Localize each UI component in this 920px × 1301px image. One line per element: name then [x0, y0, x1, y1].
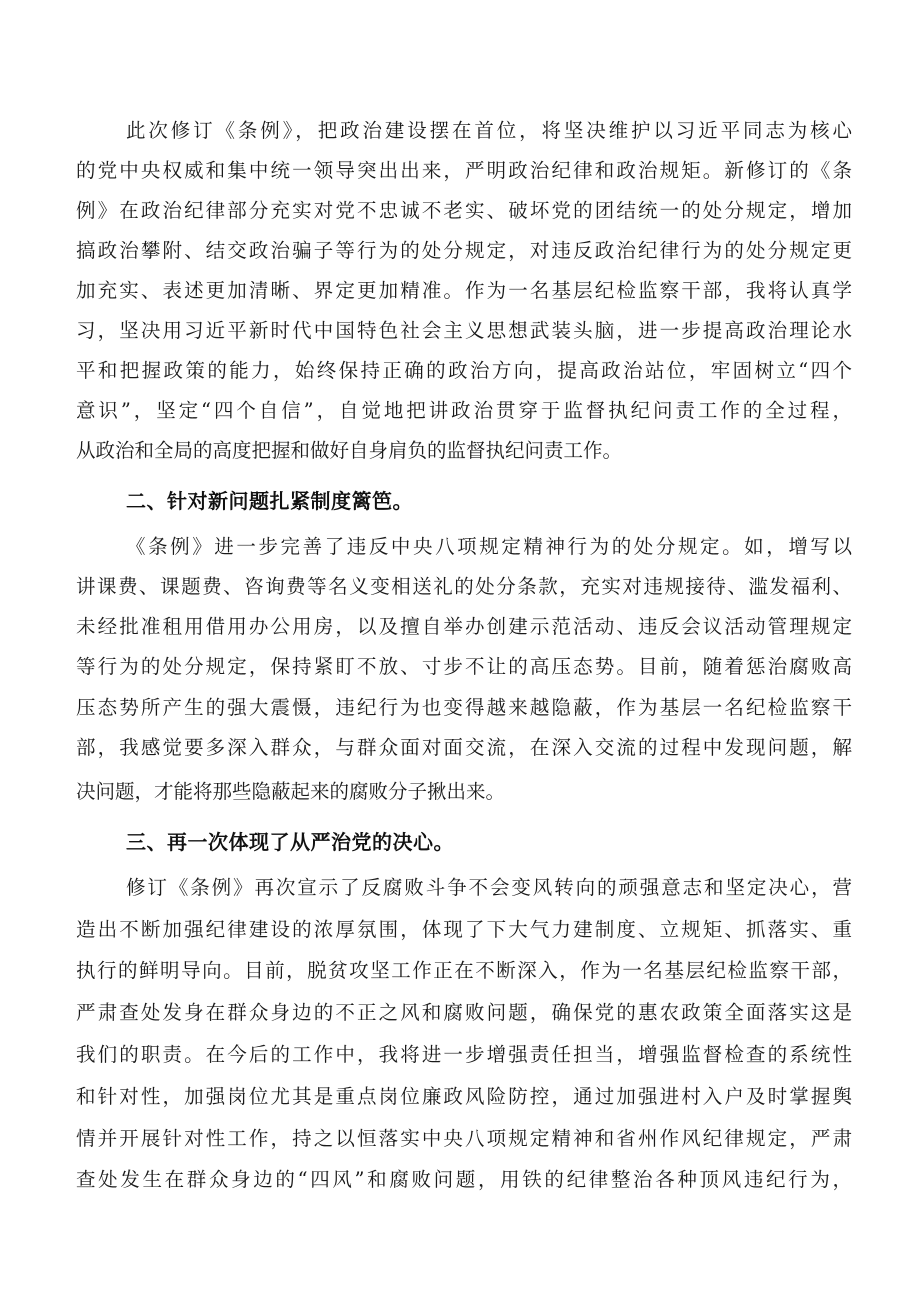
section-heading-2: 二、针对新问题扎紧制度篱笆。	[126, 489, 413, 513]
paragraph-2-line-1: 《条例》进一步完善了违反中央八项规定精神行为的处分规定。如，增写以	[126, 535, 852, 558]
paragraph-1-line-7: 平和把握政策的能力，始终保持正确的政治方向，提高政治站位，牢固树立“四个	[76, 359, 852, 382]
paragraph-3-line-5: 我们的职责。在今后的工作中，我将进一步增强责任担当，增强监督检查的系统性	[76, 1043, 852, 1066]
paragraph-3-line-6: 和针对性，加强岗位尤其是重点岗位廉政风险防控，通过加强进村入户及时掌握舆	[76, 1085, 852, 1108]
paragraph-3-line-1: 修订《条例》再次宣示了反腐败斗争不会变风转向的顽强意志和坚定决心，营	[126, 876, 852, 899]
paragraph-3-line-7: 情并开展针对性工作，持之以恒落实中央八项规定精神和省州作风纪律规定，严肃	[76, 1127, 852, 1150]
paragraph-2-line-2: 讲课费、课题费、咨询费等名义变相送礼的处分条款，充实对违规接待、滥发福利、	[76, 575, 852, 598]
paragraph-2-line-5: 压态势所产生的强大震慑，违纪行为也变得越来越隐蔽，作为基层一名纪检监察干	[76, 696, 852, 719]
paragraph-3-line-2: 造出不断加强纪律建设的浓厚氛围，体现了下大气力建制度、立规矩、抓落实、重	[76, 918, 852, 941]
paragraph-1-line-1: 此次修订《条例》，把政治建设摆在首位，将坚决维护以习近平同志为核心	[126, 119, 852, 142]
paragraph-1-line-4: 搞政治攀附、结交政治骗子等行为的处分规定，对违反政治纪律行为的处分规定更	[76, 239, 852, 262]
paragraph-2-line-3: 未经批准租用借用办公用房，以及擅自举办创建示范活动、违反会议活动管理规定	[76, 615, 852, 638]
paragraph-1-line-8: 意识”，坚定“四个自信”，自觉地把讲政治贯穿于监督执纪问责工作的全过程，	[76, 399, 852, 422]
paragraph-3-line-3: 执行的鲜明导向。目前，脱贫攻坚工作正在不断深入，作为一名基层纪检监察干部，	[76, 959, 852, 982]
paragraph-3-line-8: 查处发生在群众身边的“四风”和腐败问题，用铁的纪律整治各种顶风违纪行为，	[76, 1168, 852, 1191]
paragraph-2-line-6: 部，我感觉要多深入群众，与群众面对面交流，在深入交流的过程中发现问题，解	[76, 736, 852, 759]
section-heading-3: 三、再一次体现了从严治党的决心。	[126, 830, 454, 854]
paragraph-1-line-6: 习，坚决用习近平新时代中国特色社会主义思想武装头脑，进一步提高政治理论水	[76, 319, 852, 342]
paragraph-2-line-4: 等行为的处分规定，保持紧盯不放、寸步不让的高压态势。目前，随着惩治腐败高	[76, 655, 852, 678]
paragraph-3-line-4: 严肃查处发身在群众身边的不正之风和腐败问题，确保党的惠农政策全面落实这是	[76, 1001, 852, 1024]
paragraph-1-line-5: 加充实、表述更加清晰、界定更加精准。作为一名基层纪检监察干部，我将认真学	[76, 279, 852, 302]
paragraph-1-line-9: 从政治和全局的高度把握和做好自身肩负的监督执纪问责工作。	[76, 439, 623, 462]
paragraph-1-line-3: 例》在政治纪律部分充实对党不忠诚不老实、破坏党的团结统一的处分规定，增加	[76, 199, 852, 222]
paragraph-2-line-7: 决问题，才能将那些隐蔽起来的腐败分子揪出来。	[76, 780, 506, 803]
paragraph-1-line-2: 的党中央权威和集中统一领导突出出来，严明政治纪律和政治规矩。新修订的《条	[76, 159, 852, 182]
